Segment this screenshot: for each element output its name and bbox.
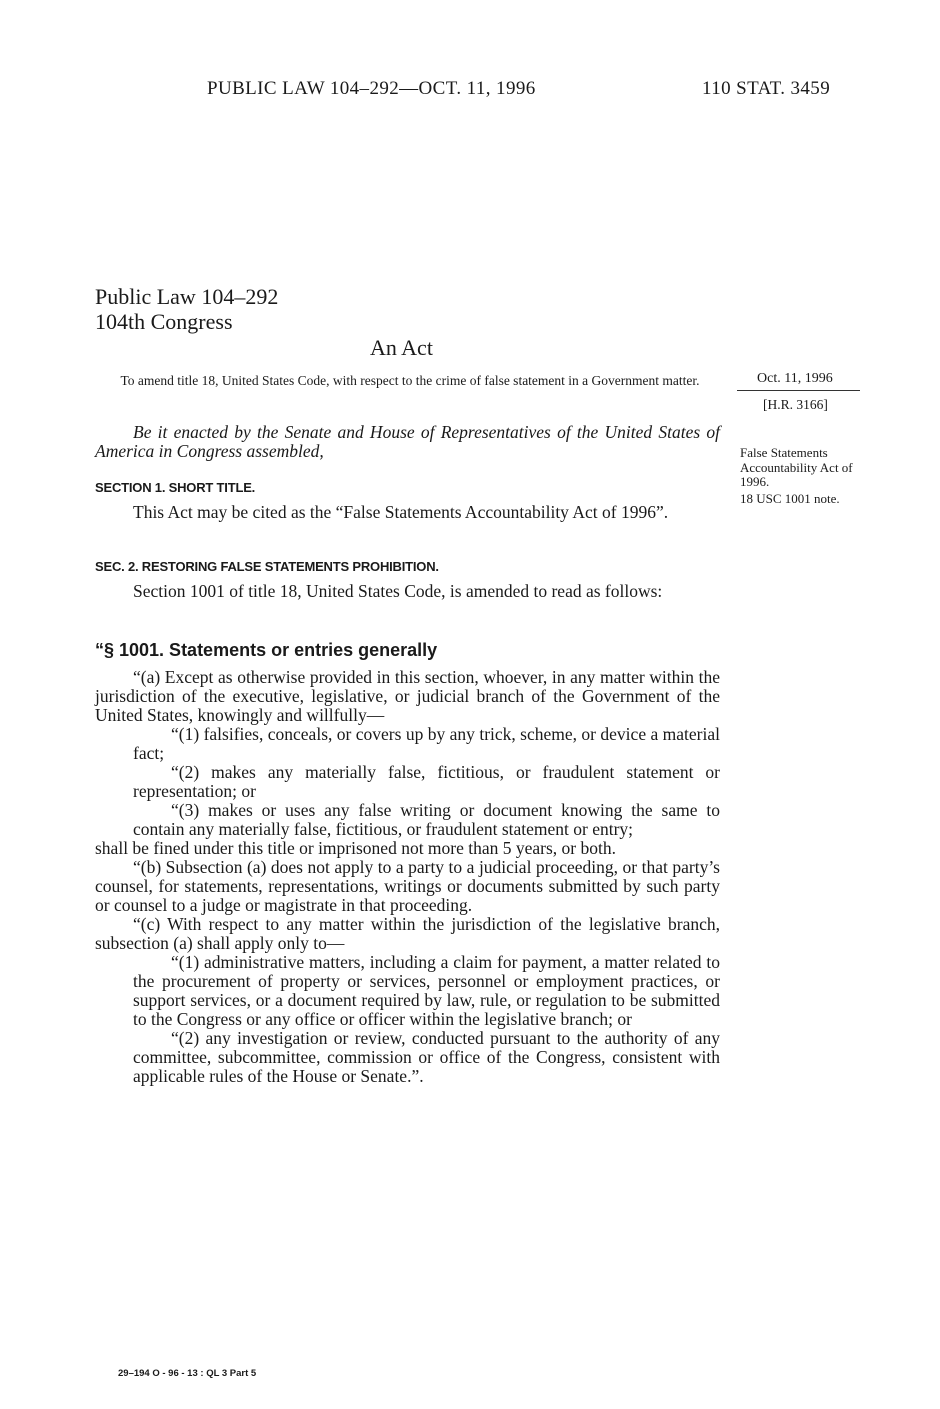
section-1-text: This Act may be cited as the “False Statements Accountability Act of 1996”. <box>133 502 669 522</box>
congress-number: 104th Congress <box>95 309 233 334</box>
section-2-text: Section 1001 of title 18, United States Code, is amended to read as follows: <box>133 581 663 601</box>
margin-note-usc: 18 USC 1001 note. <box>740 491 840 506</box>
purpose-statement: To amend title 18, United States Code, with respect to the crime of false statement in a Government matter. <box>120 373 700 388</box>
print-footer: 29–194 O - 96 - 13 : QL 3 Part 5 <box>118 1368 257 1379</box>
running-header-right: 110 STAT. 3459 <box>702 78 831 99</box>
section-2-heading: SEC. 2. RESTORING FALSE STATEMENTS PROHIBITION. <box>95 559 439 574</box>
section-1001-body <box>95 668 720 1086</box>
subsection-a: “(a) Except as otherwise provided in this section, whoever, in any matter within the jurisdiction of the executive, legislative, or judicial branch of the Government of the United States, knowingly and willfully— <box>95 667 720 725</box>
paragraph-a3: “(3) makes or uses any false writing or document knowing the same to contain any materially false, fictitious, or fraudulent statement or entry; <box>133 800 720 839</box>
section-1001-heading: “§ 1001. Statements or entries generally <box>95 640 438 660</box>
margin-bill-number: [H.R. 3166] <box>763 397 828 412</box>
subsection-c: “(c) With respect to any matter within the jurisdiction of the legislative branch, subsection (a) shall apply only to— <box>95 914 720 953</box>
paragraph-c2: “(2) any investigation or review, conducted pursuant to the authority of any committee, subcommittee, commission or office of the Congress, consistent with applicable rules of the House or Senate.”. <box>133 1028 720 1086</box>
section-1-body <box>95 503 720 522</box>
act-heading: An Act <box>370 335 433 360</box>
paragraph-a2: “(2) makes any materially false, fictitious, or fraudulent statement or representation; or <box>133 762 720 801</box>
paragraph-a1: “(1) falsifies, conceals, or covers up by any trick, scheme, or device a material fact; <box>133 724 720 763</box>
margin-date: Oct. 11, 1996 <box>757 371 833 386</box>
section-2-body <box>95 582 720 601</box>
enacting-clause-block <box>95 423 720 461</box>
subsection-a-tail: shall be fined under this title or imprisoned not more than 5 years, or both. <box>95 838 617 858</box>
margin-rule <box>737 390 860 391</box>
running-header-left: PUBLIC LAW 104–292—OCT. 11, 1996 <box>207 78 536 99</box>
margin-note-short-title: False Statements Accountability Act of 1996. <box>740 445 853 489</box>
section-1-heading: SECTION 1. SHORT TITLE. <box>95 480 256 495</box>
public-law-number: Public Law 104–292 <box>95 284 279 309</box>
paragraph-c1: “(1) administrative matters, including a claim for payment, a matter related to the procurement of property or services, personnel or employment practices, or support services, or a document required by law, rule, or regulation to be submitted to the Congress or any office or officer within the legislative branch; or <box>133 952 720 1029</box>
enacting-clause: Be it enacted by the Senate and House of Representatives of the United States of America in Congress assembled, <box>95 422 720 461</box>
subsection-b: “(b) Subsection (a) does not apply to a party to a judicial proceeding, or that party’s counsel, for statements, representations, writings or documents submitted by such party or counsel to a judge or magistrate in that proceeding. <box>95 857 720 915</box>
